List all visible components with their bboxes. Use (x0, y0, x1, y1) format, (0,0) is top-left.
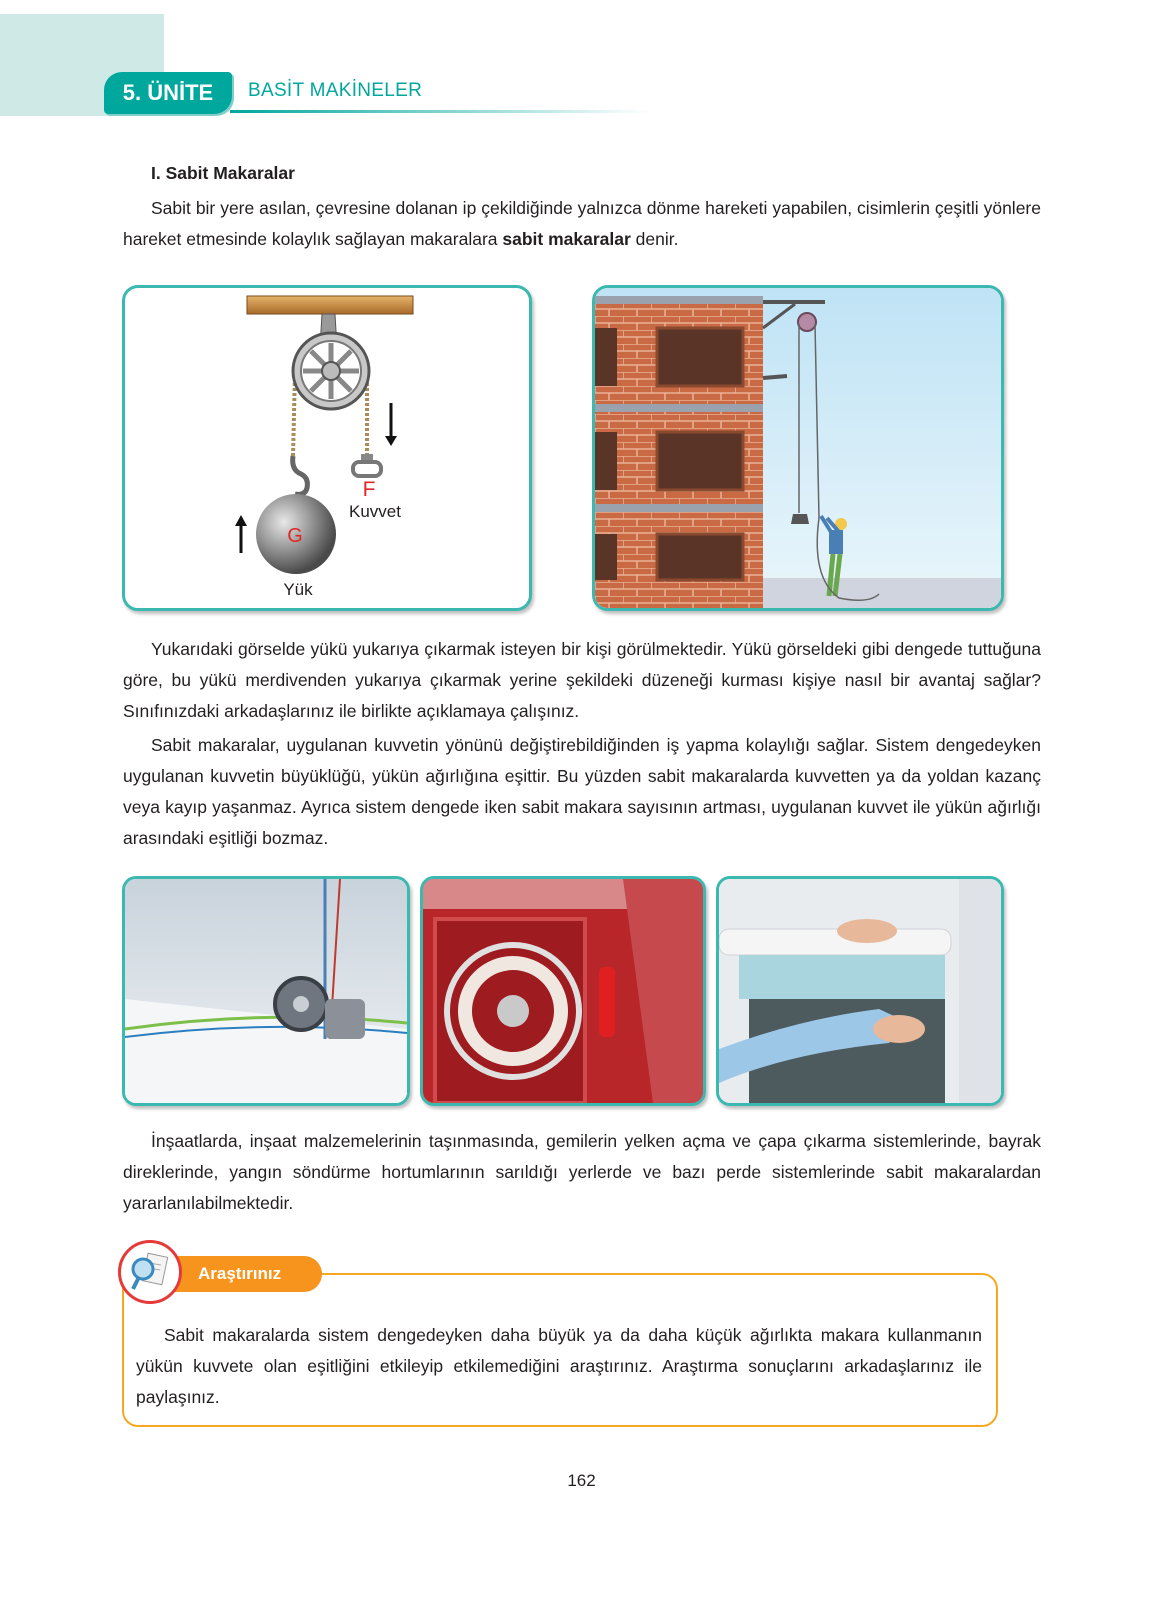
photo-roller-blind (716, 876, 1004, 1106)
header-rule (230, 110, 650, 113)
unit-badge: 5. ÜNİTE (104, 72, 232, 114)
unit-title: BASİT MAKİNELER (248, 80, 423, 101)
construction-figure (592, 285, 1004, 611)
pulley-wheel (293, 333, 369, 409)
intro-paragraph: Sabit bir yere asılan, çevresine dolanan ip çekildiğinde yalnızca dönme hareketi yapabilen, cisimlerin çeşitli yönlere hareket etmesinde kolaylık sağlayan makaralara sabit makaralar denir. (123, 198, 1041, 249)
side-beam (763, 376, 787, 378)
force-label: Kuvvet (349, 502, 401, 521)
magnifier-icon (118, 1240, 182, 1304)
load-bucket (791, 514, 809, 524)
pull-handle (353, 454, 381, 476)
wooden-beam (247, 296, 413, 314)
paragraph-1: Yukarıdaki görselde yükü yukarıya çıkarmak isteyen bir kişi görülmektedir. Yükü görseldeki gibi dengede tuttuğuna göre, bu yükü merdivenden yukarıya çıkarmak yerine şekildeki düzeneği kurması kişiye nasıl bir avantaj sağlar? Sınıfınızdaki arkadaşlarınız ile birlikte açıklamaya çalışınız. (123, 639, 1041, 721)
paragraph-3: İnşaatlarda, inşaat malzemelerinin taşınmasında, gemilerin yelken açma ve çapa çıkarma sistemlerinde, bayrak direklerinde, yangın söndürme hortumlarının sarıldığı yerlerde ve bazı perde sistemlerinde sabit makaralardan yararlanılabilmektedir. (123, 1131, 1041, 1213)
arrow-down-icon (385, 403, 397, 446)
pulley-diagram-figure (122, 285, 532, 611)
photo-sailboat-pulley (122, 876, 410, 1106)
arrow-up-icon (235, 515, 247, 553)
load-label: Yük (283, 580, 313, 599)
page-number: 162 (567, 1471, 596, 1490)
pulley-icon (798, 313, 816, 331)
load-letter: G (287, 525, 303, 547)
construction-illustration (595, 288, 1001, 608)
photo-fire-hose-reel (420, 876, 706, 1106)
brick-building (595, 296, 763, 608)
paragraph-2: Sabit makaralar, uygulanan kuvvetin yönünü değiştirebildiğinden iş yapma kolaylığı sağlar. Sistem dengedeyken uygulanan kuvvetin büyüklüğü, yükün ağırlığına eşittir. Bu yüzden sabit makaralarda kuvvetten ya da yoldan kazanç veya kayıp yaşanmaz. Ayrıca sistem dengede iken sabit makara sayısının artması, uygulanan kuvvet ile yükün ağırlığı arasındaki eşitliği bozmaz. (123, 735, 1041, 848)
research-text: Sabit makaralarda sistem dengedeyken daha büyük ya da daha küçük ağırlıkta makara kullanmanın yükün kuvvete olan eşitliğini etkileyip etkilemediğini araştırınız. Araştırma sonuçlarını arkadaşlarınız ile paylaşınız. (136, 1325, 982, 1407)
hook (293, 456, 308, 494)
force-letter: F (362, 478, 376, 501)
research-label: Araştırınız (172, 1256, 322, 1292)
pulley-diagram (125, 288, 529, 608)
section-title: I. Sabit Makaralar (151, 163, 295, 183)
